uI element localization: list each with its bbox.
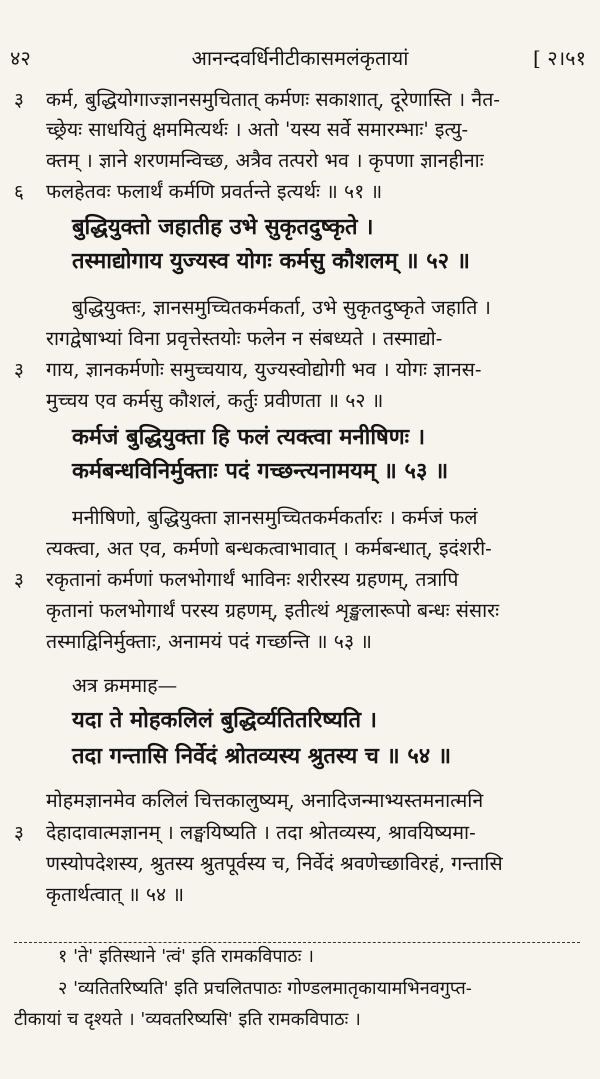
- line-text: मोहमज्ञानमेव कलिलं चित्तकालुष्यम्, अनादिजन्माभ्यस्तमनात्मनि: [46, 789, 484, 812]
- line-text: मुच्चय एव कर्मसु कौशलं, कर्तुः प्रवीणता ॥ ५२ ॥: [46, 389, 384, 412]
- footnote-line: [0, 974, 600, 1004]
- verse-line: [0, 212, 600, 242]
- commentary-line: [0, 386, 600, 416]
- line-number: ३: [14, 89, 24, 111]
- page-number-left: ४२: [10, 46, 31, 70]
- line-text: क्तम् । ज्ञाने शरणमन्विच्छ, अत्रैव तत्परो भव । कृपणा ज्ञानहीनाः: [46, 149, 484, 172]
- commentary-line: [0, 503, 600, 533]
- running-title: आनन्दवर्धिनीटीकासमलंकृतायां: [191, 46, 409, 70]
- commentary-line: [0, 786, 600, 816]
- commentary-line: [0, 146, 600, 176]
- footnote-text: १ 'ते' इतिस्थाने 'त्वं' इति रामकविपाठः ।: [58, 946, 314, 967]
- commentary-line: [0, 85, 600, 115]
- verse-line: [0, 246, 600, 276]
- line-text: कर्म, बुद्धियोगाज्ज्ञानसमुचितात् कर्मणः सकाशात्, दूरेणास्ति । नैत-: [46, 88, 500, 111]
- line-number: ३: [14, 822, 24, 844]
- line-number: ३: [14, 359, 24, 381]
- verse-line: [0, 705, 600, 735]
- line-text: फलहेतवः फलार्थं कर्मणि प्रवर्तन्ते इत्यर्थः ॥ ५१ ॥: [46, 180, 383, 203]
- commentary-line: [0, 115, 600, 145]
- line-number: ६: [14, 181, 24, 203]
- commentary-line: [0, 534, 600, 564]
- line-text: तस्माद्योगाय युज्यस्व योगः कर्मसु कौशलम् ॥ ५२ ॥: [72, 248, 470, 274]
- line-text: यदा ते मोहकलिलं बुद्धिर्व्यतितरिष्यति ।: [72, 707, 378, 733]
- line-text: रकृतानां कर्मणां फलभोगार्थं भाविनः शरीरस्य ग्रहणम्, तत्रापि: [46, 568, 459, 591]
- line-text: कर्मबन्धविनिर्मुक्ताः पदं गच्छन्त्यनामयम् ॥ ५३ ॥: [72, 458, 449, 484]
- commentary-line: [0, 324, 600, 354]
- line-text: तस्माद्विनिर्मुक्ताः, अनामयं पदं गच्छन्ति ॥ ५३ ॥: [46, 630, 372, 653]
- commentary-line: [0, 880, 600, 910]
- footnote-line: [0, 942, 600, 972]
- commentary-line: [0, 177, 600, 207]
- footnote-text: टीकायां च दृश्यते । 'व्यवतरिष्यसि' इति रामकविपाठः ।: [14, 1009, 361, 1030]
- line-text: बुद्धियुक्तः, ज्ञानसमुच्चितकर्मकर्ता, उभे सुकृतदुष्कृते जहाति ।: [72, 296, 491, 319]
- line-text: कृतार्थत्वात् ॥ ५४ ॥: [46, 883, 185, 906]
- line-text: देहादावात्मज्ञानम् । लङ्घयिष्यति । तदा श्रोतव्यस्य, श्रावयिष्यमा-: [46, 821, 476, 844]
- line-text: तदा गन्तासि निर्वेदं श्रोतव्यस्य श्रुतस्य च ॥ ५४ ॥: [72, 743, 452, 769]
- commentary-line: [0, 596, 600, 626]
- line-text: कृतानां फलभोगार्थं परस्य ग्रहणम्, इतीत्थं शृङ्खलारूपो बन्धः संसारः: [46, 599, 500, 622]
- commentary-line: [0, 849, 600, 879]
- commentary-line: [0, 565, 600, 595]
- line-text: कर्मजं बुद्धियुक्ता हि फलं त्यक्त्वा मनीषिणः ।: [72, 424, 426, 450]
- line-text: गाय, ज्ञानकर्मणोः समुच्चयाय, युज्यस्वोद्योगी भव । योगः ज्ञानस-: [46, 358, 482, 381]
- line-text: बुद्धियुक्तो जहातीह उभे सुकृतदुष्कृते ।: [72, 214, 374, 240]
- line-number: ३: [14, 569, 24, 591]
- verse-line: [0, 741, 600, 771]
- footnote-text: २ 'व्यतितरिष्यति' इति प्रचलितपाठः गोण्डलमातृकायामभिनवगुप्त-: [58, 978, 472, 999]
- commentary-line: [0, 671, 600, 701]
- line-text: णस्योपदेशस्य, श्रुतस्य श्रुतपूर्वस्य च, निर्वेदं श्रवणेच्छाविरहं, गन्तासि: [46, 852, 503, 875]
- footnote-line: [0, 1005, 600, 1035]
- commentary-line: [0, 293, 600, 323]
- running-header: [0, 40, 600, 76]
- page-number-right: [ २।५१: [533, 46, 586, 70]
- line-text: अत्र क्रममाह—: [72, 674, 178, 697]
- line-text: च्छ्रेयः साधयितुं क्षममित्यर्थः । अतो 'यस्य सर्वे समारम्भाः' इत्यु-: [46, 118, 469, 141]
- line-text: मनीषिणो, बुद्धियुक्ता ज्ञानसमुच्चितकर्मकर्तारः । कर्मजं फलं: [72, 506, 478, 529]
- verse-line: [0, 456, 600, 486]
- commentary-line: [0, 818, 600, 848]
- verse-line: [0, 422, 600, 452]
- line-text: त्यक्त्वा, अत एव, कर्मणो बन्धकत्वाभावात् । कर्मबन्धात्, इदंशरी-: [46, 537, 492, 560]
- commentary-line: [0, 355, 600, 385]
- commentary-line: [0, 627, 600, 657]
- line-text: रागद्वेषाभ्यां विना प्रवृत्तेस्तयोः फलेन न संबध्यते । तस्माद्यो-: [46, 327, 443, 350]
